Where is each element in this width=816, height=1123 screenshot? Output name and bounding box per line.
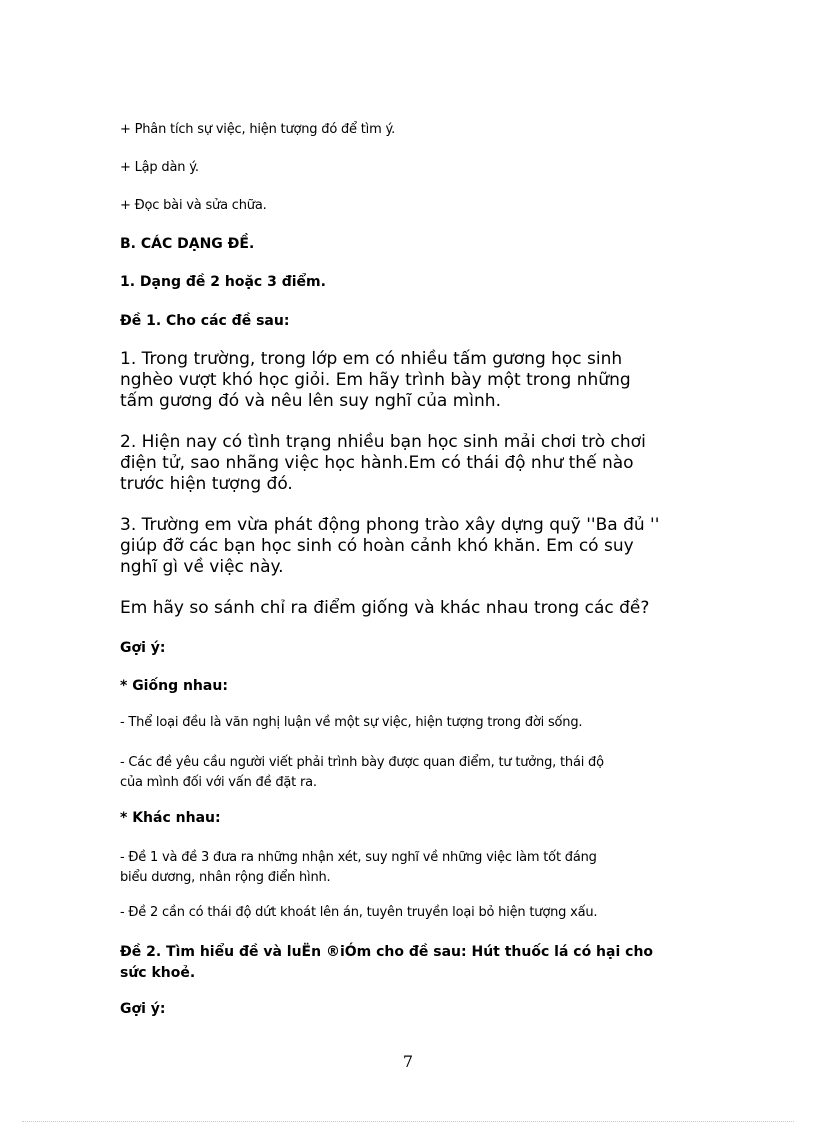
prompt-2-line: 2. Hiện nay có tình trạng nhiều bạn học sinh mải chơi trò chơi [120,432,646,452]
bullet-analyze: + Phân tích sự việc, hiện tượng đó để tìm ý. [120,122,396,137]
prompt-1-line: tấm gương đó và nêu lên suy nghĩ của mình. [120,391,501,411]
page-bottom-divider [22,1121,794,1122]
hint-heading-1: Gợi ý: [120,640,166,656]
prompt-3 [120,515,710,578]
exercise-2-line: sức khoẻ. [120,965,196,981]
prompt-1-line: 1. Trong trường, trong lớp em có nhiều tấm gương học sinh [120,349,623,369]
similarity-2-line: - Các đề yêu cầu người viết phải trình bày được quan điểm, tư tưởng, thái độ [120,755,604,770]
subsection-heading-1: 1. Dạng đề 2 hoặc 3 điểm. [120,274,326,290]
prompt-2-line: điện tử, sao nhãng việc học hành.Em có thái độ như thế nào [120,453,634,473]
similarities-heading: * Giống nhau: [120,678,228,694]
hint-heading-2: Gợi ý: [120,1001,166,1017]
difference-2: - Đề 2 cần có thái độ dứt khoát lên án, tuyên truyền loại bỏ hiện tượng xấu. [120,905,598,920]
section-heading-b: B. CÁC DẠNG ĐỀ. [120,236,255,252]
prompt-3-line: 3. Trường em vừa phát động phong trào xây dựng quỹ ''Ba đủ '' [120,515,660,535]
similarity-2-line: của mình đối với vấn đề đặt ra. [120,775,317,790]
exercise-1-heading: Đề 1. Cho các đề sau: [120,313,290,329]
comparison-question: Em hãy so sánh chỉ ra điểm giống và khác nhau trong các đề? [120,598,650,618]
similarity-1: - Thể loại đều là văn nghị luận về một sự việc, hiện tượng trong đời sống. [120,715,583,730]
prompt-1 [120,349,710,412]
prompt-2 [120,432,710,495]
exercise-2-heading [120,942,710,984]
prompt-2-line: trước hiện tượng đó. [120,474,293,494]
prompt-3-line: nghĩ gì về việc này. [120,557,284,577]
differences-heading: * Khác nhau: [120,810,221,826]
exercise-2-line: Đề 2. Tìm hiểu đề và luËn ®iÓm cho đề sau: Hút thuốc lá có hại cho [120,944,654,960]
difference-1 [120,848,710,888]
bullet-review: + Đọc bài và sửa chữa. [120,198,267,213]
prompt-3-line: giúp đỡ các bạn học sinh có hoàn cảnh khó khăn. Em có suy [120,536,634,556]
similarity-2 [120,753,710,793]
page-number: 7 [402,1052,414,1071]
difference-1-line: - Đề 1 và đề 3 đưa ra những nhận xét, suy nghĩ về những việc làm tốt đáng [120,850,597,865]
prompt-1-line: nghèo vượt khó học giỏi. Em hãy trình bày một trong những [120,370,631,390]
bullet-outline: + Lập dàn ý. [120,160,199,175]
difference-1-line: biểu dương, nhân rộng điển hình. [120,870,331,885]
